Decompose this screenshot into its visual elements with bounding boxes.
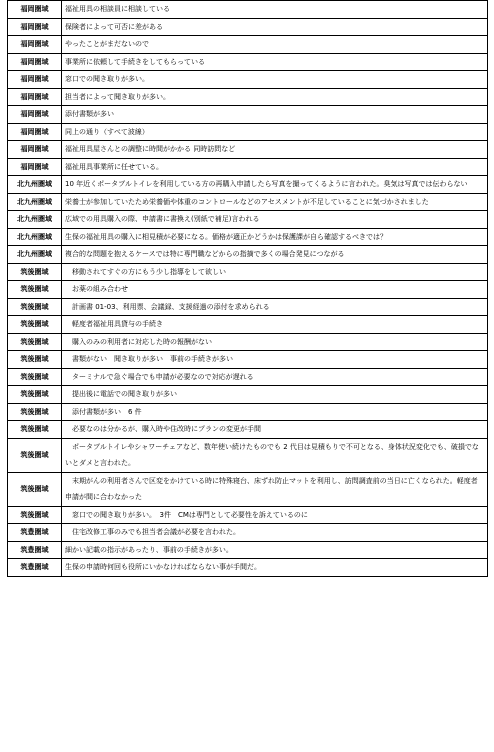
region-cell: 北九州圏域 (8, 246, 62, 264)
table-row (8, 211, 488, 229)
table-row (8, 316, 488, 334)
region-cell: 北九州圏域 (8, 193, 62, 211)
comment-cell: 窓口での聞き取りが多い。 (62, 71, 488, 89)
table-row (8, 18, 488, 36)
comment-cell: 10 年近くポータブルトイレを利用している方の再購入申請したら写真を撮ってくるように言われた。臭気は写真では伝わらない (62, 176, 488, 194)
table-row (8, 368, 488, 386)
table-row (8, 559, 488, 577)
comment-cell: 提出後に電話での聞き取りが多い (62, 386, 488, 404)
region-cell: 筑豊圏域 (8, 524, 62, 542)
region-cell: 北九州圏域 (8, 176, 62, 194)
comment-cell: 生保の福祉用具の購入に相見積が必要になる。価格が適正かどうかは保護課が自ら確認するべきでは？ (62, 228, 488, 246)
comment-cell: 福祉用具の相談員に相談している (62, 1, 488, 19)
table-row (8, 438, 488, 472)
region-cell: 筑後圏域 (8, 403, 62, 421)
table-row (8, 386, 488, 404)
region-cell: 福岡圏域 (8, 141, 62, 159)
region-cell: 筑後圏域 (8, 472, 62, 506)
table-row (8, 158, 488, 176)
table-body (8, 1, 488, 577)
comment-cell: 担当者によって聞き取りが多い。 (62, 88, 488, 106)
comment-cell: 購入のみの利用者に対応した時の報酬がない (62, 333, 488, 351)
region-cell: 福岡圏域 (8, 53, 62, 71)
comment-cell: ターミナルで急ぐ場合でも申請が必要なので対応が遅れる (62, 368, 488, 386)
table-row (8, 421, 488, 439)
table-row (8, 141, 488, 159)
region-cell: 筑後圏域 (8, 333, 62, 351)
comment-cell: 細かい記載の指示があったり、事前の手続きが多い。 (62, 541, 488, 559)
table-row (8, 524, 488, 542)
region-cell: 福岡圏域 (8, 88, 62, 106)
region-cell: 筑後圏域 (8, 281, 62, 299)
table-row (8, 541, 488, 559)
comment-cell: 栄養士が参加していたため栄養価や体重のコントロールなどのアセスメントが不足していることに気づかされました (62, 193, 488, 211)
region-cell: 福岡圏域 (8, 158, 62, 176)
comment-cell: 必要なのは分かるが、購入時や住改時にプランの変更が手間 (62, 421, 488, 439)
comment-cell: 添付書類が多い 6 件 (62, 403, 488, 421)
region-cell: 筑後圏域 (8, 438, 62, 472)
region-cell: 福岡圏域 (8, 123, 62, 141)
comment-cell: 添付書類が多い (62, 106, 488, 124)
comment-cell: 保険者によって可否に差がある (62, 18, 488, 36)
table-row (8, 228, 488, 246)
comment-cell: ポータブルトイレやシャワーチェアなど、数年使い続けたものでも 2 代目は見積もりで不可となる、身体状況変化でも、破損でないとダメと言われた。 (62, 438, 488, 472)
comment-cell: 広域での用具購入の際、申請書に書換え(別紙で補足)言われる (62, 211, 488, 229)
region-cell: 筑後圏域 (8, 298, 62, 316)
region-cell: 北九州圏域 (8, 211, 62, 229)
region-cell: 筑後圏域 (8, 368, 62, 386)
region-cell: 筑豊圏域 (8, 559, 62, 577)
table-row (8, 263, 488, 281)
region-cell: 筑後圏域 (8, 386, 62, 404)
table-row (8, 36, 488, 54)
region-cell: 福岡圏域 (8, 18, 62, 36)
region-cell: 北九州圏域 (8, 228, 62, 246)
comment-cell: 福祉用具屋さんとの調整に時間がかかる 同時訪問など (62, 141, 488, 159)
comment-cell: 軽度者福祉用具貸与の手続き (62, 316, 488, 334)
table-row (8, 106, 488, 124)
table-row (8, 71, 488, 89)
comments-table (7, 0, 488, 577)
table-row (8, 176, 488, 194)
comment-cell: 住宅改修工事のみでも担当者会議が必要を言われた。 (62, 524, 488, 542)
region-cell: 筑後圏域 (8, 421, 62, 439)
table-row (8, 506, 488, 524)
comment-cell: お薬の組み合わせ (62, 281, 488, 299)
table-row (8, 333, 488, 351)
table-row (8, 193, 488, 211)
region-cell: 筑後圏域 (8, 316, 62, 334)
table-row (8, 88, 488, 106)
region-cell: 筑豊圏域 (8, 541, 62, 559)
table-row (8, 246, 488, 264)
region-cell: 福岡圏域 (8, 36, 62, 54)
region-cell: 筑後圏域 (8, 506, 62, 524)
table-row (8, 1, 488, 19)
comment-cell: やったことがまだないので (62, 36, 488, 54)
table-row (8, 351, 488, 369)
comment-cell: 計画書 01-03、利用票、会議録、支援経過の添付を求められる (62, 298, 488, 316)
table-row (8, 298, 488, 316)
comment-cell: 福祉用具事業所に任せている。 (62, 158, 488, 176)
comment-cell: 事業所に依頼して手続きをしてもらっている (62, 53, 488, 71)
comment-cell: 末期がんの利用者さんで区変をかけている時に特殊寝台、床ずれ防止マットを利用し、訪問調査前の当日に亡くなられた。軽度者申請が間に合わなかった (62, 472, 488, 506)
table-row (8, 403, 488, 421)
comment-cell: 生保の申請時何回も役所にいかなければならない事が手間だ。 (62, 559, 488, 577)
comment-cell: 複合的な問題を抱えるケースでは特に専門職などからの指摘で多くの場合発見につながる (62, 246, 488, 264)
table-row (8, 472, 488, 506)
table-row (8, 281, 488, 299)
comment-cell: 窓口での聞き取りが多い。 3件 CMは専門として必要性を訴えているのに (62, 506, 488, 524)
region-cell: 福岡圏域 (8, 71, 62, 89)
comment-cell: 同上の通り（すべて波線） (62, 123, 488, 141)
table-row (8, 53, 488, 71)
comment-cell: 移動されてすぐの方にもう少し指導をして欲しい (62, 263, 488, 281)
region-cell: 筑後圏域 (8, 351, 62, 369)
table-row (8, 123, 488, 141)
region-cell: 筑後圏域 (8, 263, 62, 281)
region-cell: 福岡圏域 (8, 1, 62, 19)
comment-cell: 書類がない 聞き取りが多い 事前の手続きが多い (62, 351, 488, 369)
region-cell: 福岡圏域 (8, 106, 62, 124)
